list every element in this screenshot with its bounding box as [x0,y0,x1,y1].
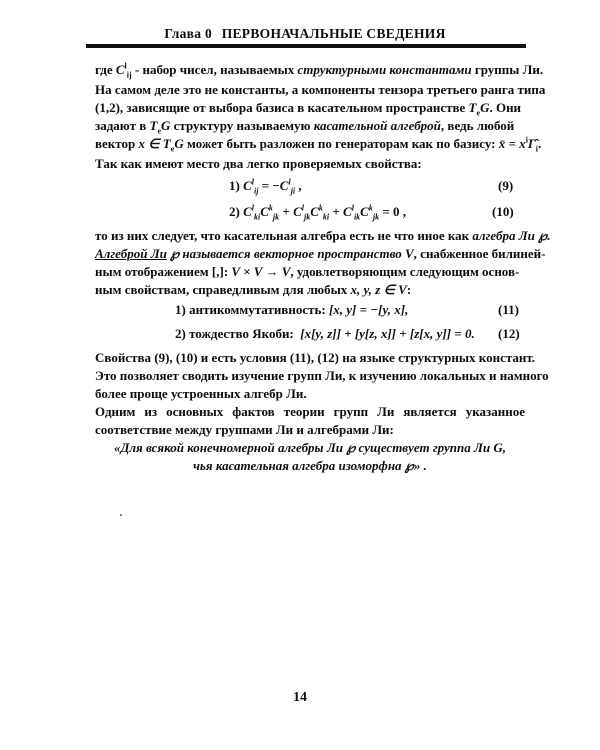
text-line: то из них следует, что касательная алгебра есть не что иное как алгебра Ли ℘. [95,228,551,243]
text-line: более проще устроенных алгебр Ли. [95,386,307,401]
text-line: Одним из основных фактов теории групп Ли является указанное [95,404,525,419]
chapter-title: ПЕРВОНАЧАЛЬНЫЕ СВЕДЕНИЯ [221,26,446,41]
chapter-label: Глава 0 [164,26,213,41]
text-line: Алгеброй Ли ℘ называется векторное пространство V, снабженное билиней- [95,246,546,261]
text-line: ным отображением [,]: V × V → V, удовлетворяющим следующим основ- [95,264,520,279]
text-line: Так как имеют место два легко проверяемых свойства: [95,156,422,171]
text-line: Свойства (9), (10) и есть условия (11), (12) на языке структурных констант. [95,350,536,365]
theorem-quote-line: чья касательная алгебра изоморфна ℘» . [193,458,427,473]
text-line: соответствие между группами Ли и алгебрами Ли: [95,422,394,437]
text-line: где $C^l_{ij}$ - набор чисел, называемых структурными константами группы Ли. [95,61,544,80]
text-line: Это позволяет сводить изучение групп Ли, к изучению локальных и намного [95,368,549,383]
text-line: задают в $T_eG$ структуру называемую касательной алгеброй, ведь любой [95,118,515,136]
equation-number: (9) [498,178,514,193]
text-line: ным свойствам, справедливым для любых x, y, z ∈ V: [95,282,412,297]
speck [120,514,122,516]
equation-9: 1) $C^l_{ij} = -C^l_{ji}$ , [229,177,302,196]
equation-number: (10) [492,204,514,219]
theorem-quote-line: «Для всякой конечномерной алгебры Ли ℘ существует группа Ли G, [114,440,506,455]
page-number: 14 [293,690,307,705]
text-line: (1,2), зависящие от выбора базиса в касательном пространстве $T_eG$. Они [95,100,522,118]
text-line: вектор x ∈ $T_eG$ может быть разложен по генераторам как по базису: x̄ = $x^i\Gammâ_i$. [95,135,542,154]
equation-number: (11) [498,302,519,317]
equation-10: 2) $C^l_{ki}C^k_{jk} + C^l_{jk}C^k_{ki} + C^l_{ik}C^k_{jk} = 0$ , [229,203,406,222]
header-rule [86,44,526,48]
equation-11: 1) антикоммутативность: [x, y] = −[y, x], [175,302,409,317]
equation-number: (12) [498,326,520,341]
equation-12: 2) тождество Якоби: [x[y, z]] + [y[z, x]] + [z[x, y]] = 0. [175,326,475,341]
text-line: На самом деле это не константы, а компоненты тензора третьего ранга типа [95,82,546,97]
running-header [86,26,524,42]
